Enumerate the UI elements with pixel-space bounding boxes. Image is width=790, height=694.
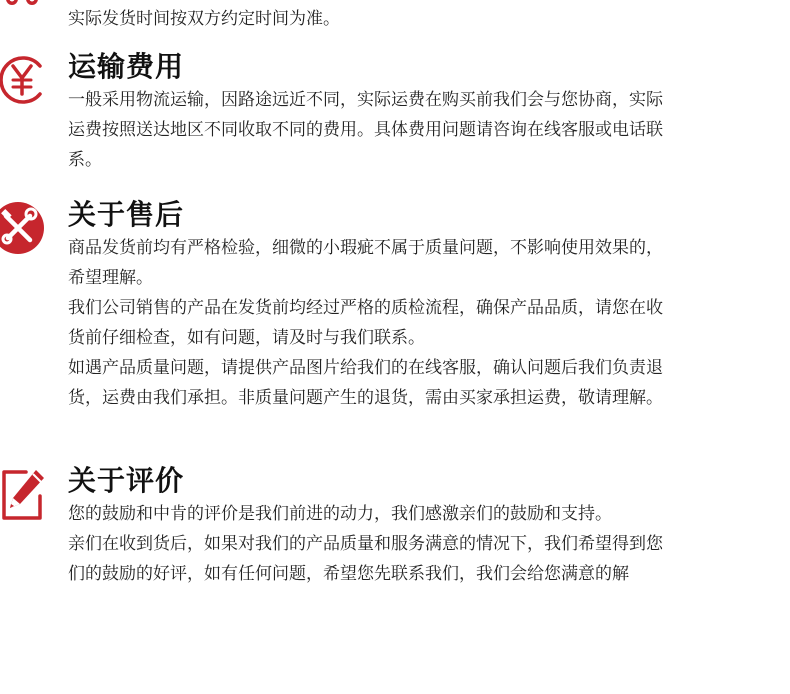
section-title: 关于售后	[68, 198, 185, 231]
section-paragraph: 您的鼓励和中肯的评价是我们前进的动力，我们感激亲们的鼓励和支持。	[68, 504, 612, 524]
shipping-fee-section	[68, 49, 678, 175]
section-title: 关于评价	[68, 464, 185, 497]
truck-icon	[0, 0, 46, 12]
section-paragraph: 一般采用物流运输，因路途远近不同，实际运费在购买前我们会与您协商，实际运费按照送达地区不同收取不同的费用。具体费用问题请咨询在线客服或电话联系。	[68, 90, 663, 170]
section-title: 运输费用	[68, 50, 185, 83]
section-paragraph: 如遇产品质量问题，请提供产品图片给我们的在线客服，确认问题后我们负责退货，运费由我们承担。非质量问题产生的退货，需由买家承担运费，敬请理解。	[68, 358, 663, 408]
delivery-note-text: 实际发货时间按双方约定时间为准。	[68, 9, 340, 29]
after-sales-section	[68, 197, 678, 413]
section-paragraph: 商品发货前均有严格检验，细微的小瑕疵不属于质量问题，不影响使用效果的，希望理解。	[68, 238, 663, 288]
section-paragraph: 亲们在收到货后，如果对我们的产品质量和服务满意的情况下，我们希望得到您们的鼓励的好评，如有任何问题，希望您先联系我们，我们会给您满意的解	[68, 534, 663, 584]
yen-icon	[0, 52, 50, 102]
tools-icon	[0, 200, 46, 256]
reviews-section	[68, 463, 678, 589]
pencil-icon	[0, 466, 46, 522]
section-paragraph: 我们公司销售的产品在发货前均经过严格的质检流程，确保产品品质，请您在收货前仔细检查，如有问题，请及时与我们联系。	[68, 298, 663, 348]
